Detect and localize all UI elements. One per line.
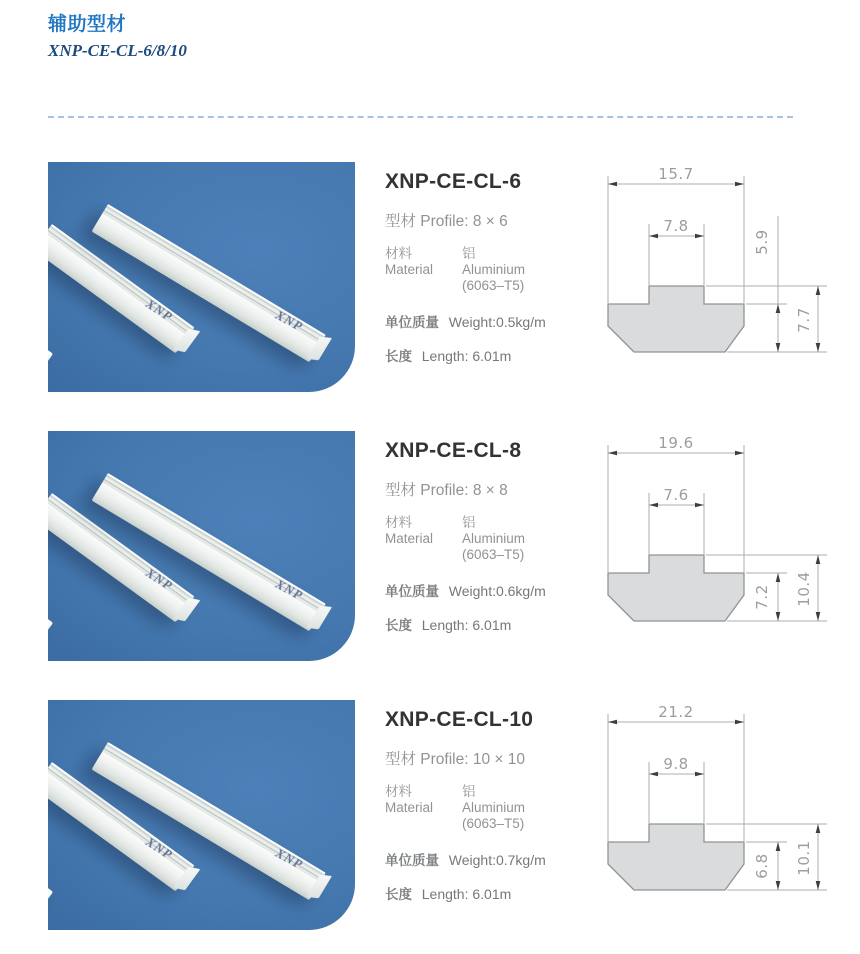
dim-slot-width: 7.6 <box>663 486 689 504</box>
page-header <box>0 0 860 61</box>
product-photo <box>48 431 355 661</box>
dim-slot-width: 9.8 <box>663 755 689 773</box>
weight-line <box>385 580 580 600</box>
profile-bar-partial <box>48 308 53 373</box>
profile-value: 8 × 6 <box>472 213 508 230</box>
spec-block <box>385 700 580 903</box>
material-label-en: Material <box>385 800 434 816</box>
length-label-zh: 长度 <box>385 348 412 364</box>
profile-line <box>385 209 580 231</box>
profile-cross-section-svg <box>580 692 860 902</box>
material-temper: (6063–T5) <box>462 816 525 832</box>
profile-cross-section-svg <box>580 423 860 633</box>
model-name: XNP-CE-CL-8 <box>385 439 522 462</box>
dim-overall-height: 10.4 <box>795 571 813 607</box>
brand-mark: XNP <box>273 576 306 603</box>
dimension-drawing <box>580 692 860 902</box>
length-value: Length: 6.01m <box>421 347 512 364</box>
material-label-en: Material <box>385 531 434 547</box>
material-temper: (6063–T5) <box>462 278 525 294</box>
length-line <box>385 614 580 634</box>
model-name: XNP-CE-CL-6 <box>385 170 522 193</box>
brand-mark: XNP <box>143 295 176 325</box>
brand-mark: XNP <box>143 564 176 594</box>
dim-overall-width: 21.2 <box>658 703 694 721</box>
material-label-zh: 材料 <box>385 515 412 530</box>
material-block <box>385 784 580 833</box>
dimension-drawing <box>580 423 860 633</box>
material-labels <box>385 515 462 564</box>
weight-line <box>385 849 580 869</box>
profile-bar-partial <box>48 846 53 911</box>
material-block <box>385 246 580 295</box>
dim-body-height: 7.2 <box>753 584 771 610</box>
length-label-zh: 长度 <box>385 617 412 633</box>
product-row-xnp-ce-cl-8 <box>48 431 860 661</box>
product-photo <box>48 700 355 930</box>
product-row-xnp-ce-cl-6 <box>48 162 860 392</box>
dim-overall-width: 15.7 <box>658 165 694 183</box>
material-block <box>385 515 580 564</box>
dim-overall-width: 19.6 <box>658 434 694 452</box>
material-label-en: Material <box>385 262 434 278</box>
spec-block <box>385 162 580 365</box>
material-value-en: Aluminium <box>462 800 526 816</box>
profile-value: 8 × 8 <box>472 482 508 499</box>
material-value-en: Aluminium <box>462 262 526 278</box>
t-profile-shape <box>608 555 744 621</box>
category-title: 辅助型材 <box>48 14 127 35</box>
profile-cross-section-svg <box>580 154 860 364</box>
material-label-zh: 材料 <box>385 784 412 799</box>
dimension-drawing <box>580 154 860 364</box>
length-line <box>385 345 580 365</box>
material-labels <box>385 784 462 833</box>
weight-value: Weight:0.6kg/m <box>448 582 546 599</box>
series-subtitle: XNP-CE-CL-6/8/10 <box>48 41 187 60</box>
material-temper: (6063–T5) <box>462 547 525 563</box>
model-name: XNP-CE-CL-10 <box>385 708 534 731</box>
weight-label-zh: 单位质量 <box>385 852 439 868</box>
brand-mark: XNP <box>273 845 306 872</box>
material-value-zh: 铝 <box>462 246 476 261</box>
profile-line <box>385 747 580 769</box>
material-values <box>462 246 525 295</box>
material-value-zh: 铝 <box>462 784 476 799</box>
material-labels <box>385 246 462 295</box>
profile-line <box>385 478 580 500</box>
length-label-zh: 长度 <box>385 886 412 902</box>
material-label-zh: 材料 <box>385 246 412 261</box>
material-value-en: Aluminium <box>462 531 526 547</box>
brand-mark: XNP <box>273 307 306 334</box>
length-line <box>385 883 580 903</box>
weight-line <box>385 311 580 331</box>
material-values <box>462 784 525 833</box>
dashed-divider <box>48 116 793 118</box>
brand-mark: XNP <box>143 833 176 863</box>
profile-label: 型材 Profile: <box>385 751 469 768</box>
weight-label-zh: 单位质量 <box>385 314 439 330</box>
dim-body-height: 5.9 <box>753 229 771 255</box>
profile-bar-partial <box>48 577 53 642</box>
profile-label: 型材 Profile: <box>385 482 469 499</box>
dim-body-height: 6.8 <box>753 853 771 879</box>
product-row-xnp-ce-cl-10 <box>48 700 860 930</box>
spec-block <box>385 431 580 634</box>
material-values <box>462 515 525 564</box>
t-profile-shape <box>608 286 744 352</box>
weight-label-zh: 单位质量 <box>385 583 439 599</box>
profile-value: 10 × 10 <box>472 751 526 768</box>
dim-slot-width: 7.8 <box>663 217 689 235</box>
t-profile-shape <box>608 824 744 890</box>
product-photo <box>48 162 355 392</box>
dim-overall-height: 7.7 <box>795 307 813 333</box>
length-value: Length: 6.01m <box>421 616 512 633</box>
length-value: Length: 6.01m <box>421 885 512 902</box>
product-list <box>0 162 860 930</box>
profile-label: 型材 Profile: <box>385 213 469 230</box>
dim-overall-height: 10.1 <box>795 840 813 876</box>
material-value-zh: 铝 <box>462 515 476 530</box>
weight-value: Weight:0.7kg/m <box>448 851 546 868</box>
weight-value: Weight:0.5kg/m <box>448 313 546 330</box>
